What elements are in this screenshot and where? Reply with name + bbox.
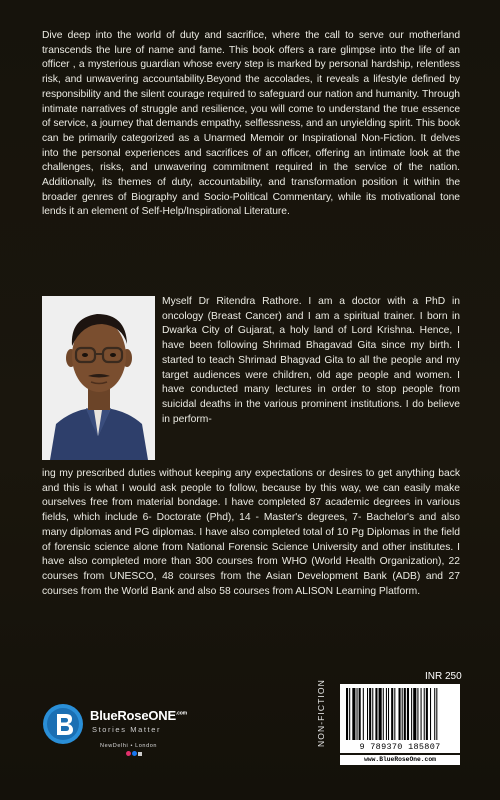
author-portrait-image (42, 296, 155, 460)
isbn-barcode (340, 684, 460, 742)
publisher-logo-icon (42, 703, 84, 745)
social-icons (126, 751, 143, 758)
publisher-tagline: Stories Matter (92, 725, 162, 734)
x-icon (138, 752, 142, 756)
instagram-icon (126, 751, 131, 756)
facebook-icon (132, 751, 137, 756)
publisher-cities: NewDelhi • London (100, 743, 158, 749)
publisher-logo-block (42, 700, 187, 760)
publisher-name-suffix: ONE (148, 708, 176, 723)
publisher-name (90, 708, 187, 723)
author-photo (42, 296, 155, 460)
publisher-website: www.BlueRoseOne.com (340, 755, 460, 765)
genre-label: NON-FICTION (316, 679, 326, 747)
publisher-name-main: BlueRose (90, 708, 149, 723)
book-synopsis: Dive deep into the world of duty and sacrifice, where the call to serve our motherland transcends the lure of name and fame. This book offers a rare glimpse into the life of an officer , a mysterious guardian whose every step is marked by personal hardship, relentless risk, and unwavering accountability.Beyond the accolades, it reveals a lifestyle defined by responsibility and the silent courage required to safeguard our nation and humanity. Through intimate narratives of struggle and resilience, you will come to understand the true essence of service, a journey that demands empathy, selflessness, and an unyielding spirit. This book can be primarily categorized as a Unarmed Memoir or Inspirational Non-Fiction. It delves into the personal experiences and sacrifices of an officer, offering an intimate look at the challenges, risks, and unwavering commitment required in the service of the nation. Additionally, its themes of duty, accountability, and transformation position it within the broader genres of Biography and Socio-Political Commentary, while its motivational tone lends it an element of Self-Help/Inspirational Literature. (42, 30, 460, 218)
isbn-number: 9 789370 185807 (340, 742, 460, 753)
author-bio-top: Myself Dr Ritendra Rathore. I am a doctor with a PhD in oncology (Breast Cancer) and I am a spiritual trainer. I born in Dwarka City of Gujarat, a holy land of Lord Krishna. Hence, I have been following Shrimad Bhagavad Gita since my birth. I started to teach Shrimad Bhagvad Gita to all the people and my target audiences were children, old age people and women. I have conducted many lectures in order to stop people from suicidal deaths in the various prominent institutions. I do believe in perform- (162, 296, 460, 425)
book-price: INR 250 (425, 671, 462, 682)
author-bio-bottom: ing my prescribed duties without keeping any expectations or desires to get anything back and this is what I would ask people to follow, because by this way, we can easily make ourselves free from material bondage. I have completed 87 academic degrees in various fields, which include 6- Doctorate (Phd), 14 - Master's degrees, 7- Bachelor's and also many diplomas and PG diplomas. I have also completed total of 10 Pg Diplomas in the field of forensic science alone from National Forensic Science University and other institutes. I have also completed more than 300 courses from WHO (World Health Organization), 22 courses from UNESCO, 48 courses from the Asian Development Bank (ADB) and 27 courses from the World Bank and also 58 courses from ALISON Learning Platform. (42, 468, 460, 597)
barcode-icon (340, 684, 460, 742)
publisher-name-domain: .com (175, 710, 187, 717)
